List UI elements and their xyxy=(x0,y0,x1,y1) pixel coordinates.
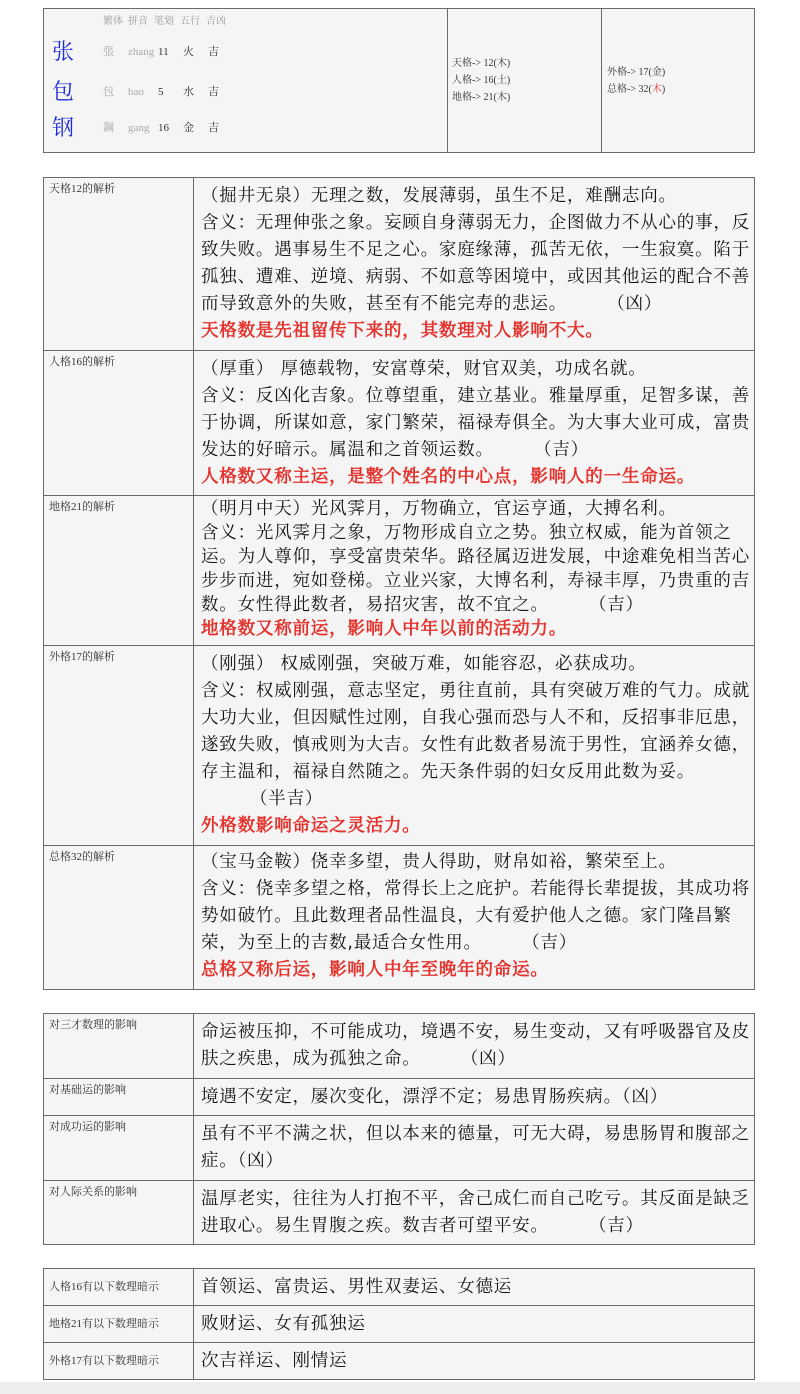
influence-row xyxy=(44,1014,754,1078)
name-summary-table xyxy=(43,8,755,153)
row-content xyxy=(194,351,754,495)
stroke-count: 16 xyxy=(158,122,169,134)
luck-badge: （凶） xyxy=(237,1151,284,1171)
luck-badge: （半吉） xyxy=(250,789,324,809)
row-content xyxy=(194,846,754,989)
luck-badge: （吉） xyxy=(597,1216,644,1236)
analysis-row-tiange xyxy=(44,178,754,350)
grid-value-renge: 人格-> 16(土) xyxy=(452,75,511,86)
row-label: 外格17的解析 xyxy=(44,646,194,845)
analysis-note: 总格又称后运，影响人中年至晚年的命运。 xyxy=(201,960,549,980)
luck-badge: （吉） xyxy=(530,933,578,953)
name-character: 包 xyxy=(52,79,75,104)
luck-value: 吉 xyxy=(208,86,219,98)
grid-values-right xyxy=(607,64,665,98)
header-element: 五行 xyxy=(180,16,200,27)
traditional-character: 鋼 xyxy=(103,122,114,134)
analysis-note: 天格数是先祖留传下来的，其数理对人影响不大。 xyxy=(201,321,604,341)
name-character: 张 xyxy=(52,39,75,64)
grid-value-waige: 外格-> 17(金) xyxy=(607,67,666,78)
row-label: 地格21有以下数理暗示 xyxy=(44,1306,194,1342)
analysis-row-renge xyxy=(44,350,754,495)
luck-badge: （吉） xyxy=(542,440,589,460)
analysis-note: 外格数影响命运之灵活力。 xyxy=(201,816,421,836)
analysis-meaning: 含义：反凶化吉象。位尊望重，建立基业。雅量厚重，足智多谋，善于协调，所谋如意，家门繁荣，福禄寿俱全。为大事大业可成，富贵发达的好暗示。属温和之首领运数。 （吉） xyxy=(201,386,750,460)
analysis-meaning: 含义：权威刚强，意志坚定，勇往直前，具有突破万难的气力。成就大功大业，但因赋性过刚，自我心强而恐与人不和，反招事非厄患，遂致失败，慎戒则为大吉。女性有此数者易流于男性，宜涵养女德，存主温和，福禄自然随之。先天条件弱的妇女反用此数为妥。（半吉） xyxy=(201,681,750,809)
row-label: 天格12的解析 xyxy=(44,178,194,350)
stroke-count: 11 xyxy=(158,46,169,58)
number-hints-table xyxy=(43,1268,755,1380)
analysis-row-zongge xyxy=(44,845,754,989)
header-strokes: 笔划 xyxy=(154,16,174,27)
row-content xyxy=(194,496,754,645)
grid-values-center xyxy=(452,55,510,106)
character-row xyxy=(44,116,444,140)
traditional-character: 張 xyxy=(103,46,114,58)
stroke-count: 5 xyxy=(158,86,164,98)
analysis-row-dige xyxy=(44,495,754,645)
header-traditional: 繁体 xyxy=(103,16,123,27)
luck-value: 吉 xyxy=(208,46,219,58)
luck-badge: （吉） xyxy=(597,595,644,615)
row-content xyxy=(194,646,754,845)
column-divider xyxy=(447,9,448,152)
grid-value-tiange: 天格-> 12(木) xyxy=(452,58,511,69)
row-label: 对三才数理的影响 xyxy=(44,1014,194,1078)
row-content: 虽有不平不满之状，但以本来的德量，可无大碍，易患肠胃和腹部之症。（凶） xyxy=(201,1124,750,1171)
hint-row xyxy=(44,1342,754,1379)
row-content: 首领运、富贵运、男性双妻运、女德运 xyxy=(201,1277,513,1297)
row-content: 命运被压抑，不可能成功，境遇不安，易生变动，又有呼吸器官及皮肤之疾患，成为孤独之命。 （凶） xyxy=(201,1022,750,1069)
row-label: 外格17有以下数理暗示 xyxy=(44,1343,194,1379)
row-label: 人格16的解析 xyxy=(44,351,194,495)
row-content: 次吉祥运、刚情运 xyxy=(201,1351,348,1371)
luck-badge: （凶） xyxy=(621,1087,669,1107)
analysis-heading: （宝马金鞍）侥幸多望，贵人得助，财帛如裕，繁荣至上。 xyxy=(201,852,677,872)
character-row xyxy=(44,80,444,104)
five-element: 水 xyxy=(183,86,194,98)
name-character: 钢 xyxy=(52,115,75,140)
influence-row xyxy=(44,1180,754,1244)
hint-row xyxy=(44,1269,754,1305)
analysis-row-waige xyxy=(44,645,754,845)
analysis-note: 人格数又称主运，是整个姓名的中心点，影响人的一生命运。 xyxy=(201,467,696,487)
grid-analysis-table xyxy=(43,177,755,990)
luck-badge: （凶） xyxy=(469,1049,516,1069)
row-content: 境遇不安定，屡次变化，漂浮不定；易患胃肠疾病。（凶） xyxy=(201,1087,669,1107)
row-label: 总格32的解析 xyxy=(44,846,194,989)
grid-value-zongge: 总格-> 32(木) xyxy=(607,84,666,95)
analysis-meaning: 含义：侥幸多望之格，常得长上之庇护。若能得长辈提拔，其成功将势如破竹。且此数理者品性温良，大有爱护他人之德。家门隆昌繁荣，为至上的吉数,最适合女性用。 （吉） xyxy=(201,879,750,953)
header-pinyin: 拼音 xyxy=(128,16,148,27)
row-content xyxy=(194,178,754,350)
analysis-heading: （明月中天）光风霁月，万物确立，官运亨通，大搏名利。 xyxy=(201,499,677,519)
pinyin: gang xyxy=(128,122,150,134)
pinyin: bao xyxy=(128,86,144,98)
row-label: 对人际关系的影响 xyxy=(44,1181,194,1244)
hint-row xyxy=(44,1305,754,1342)
analysis-meaning: 含义：光风霁月之象，万物形成自立之势。独立权威，能为首领之运。为人尊仰，享受富贵荣华。路径属迈进发展，中途难免相当苦心步步而进，宛如登梯。立业兴家，大博名利，寿禄丰厚，乃贵重的吉数。女性得此数者，易招灾害，故不宜之。 （吉） xyxy=(201,523,750,615)
five-element: 火 xyxy=(183,46,194,58)
column-divider xyxy=(601,9,602,152)
analysis-note: 地格数又称前运，影响人中年以前的活动力。 xyxy=(201,619,568,639)
grid-value-dige: 地格-> 21(木) xyxy=(452,92,511,103)
row-label: 人格16有以下数理暗示 xyxy=(44,1269,194,1305)
row-label: 对基础运的影响 xyxy=(44,1079,194,1115)
analysis-heading: （刚强） 权威刚强，突破万难，如能容忍，必获成功。 xyxy=(201,654,647,674)
influence-row xyxy=(44,1078,754,1115)
row-label: 地格21的解析 xyxy=(44,496,194,645)
analysis-heading: （掘井无泉）无理之数，发展薄弱，虽生不足，难酬志向。 xyxy=(201,186,677,206)
row-content: 温厚老实，往往为人打抱不平，舍己成仁而自己吃亏。其反面是缺乏进取心。易生胃腹之疾。数吉者可望平安。 （吉） xyxy=(201,1189,750,1236)
row-content: 败财运、女有孤独运 xyxy=(201,1314,366,1334)
analysis-meaning: 含义：无理伸张之象。妄顾自身薄弱无力，企图做力不从心的事，反致失败。遇事易生不足之心。家庭缘薄，孤苦无依，一生寂寞。陷于孤独、遭难、逆境、病弱、不如意等困境中，或因其他运的配合不善而导致意外的失败，甚至有不能完寿的悲运。 （凶） xyxy=(201,213,750,314)
row-label: 对成功运的影响 xyxy=(44,1116,194,1180)
analysis-heading: （厚重） 厚德载物，安富尊荣，财官双美，功成名就。 xyxy=(201,359,647,379)
luck-value: 吉 xyxy=(208,122,219,134)
page-bottom-strip xyxy=(0,1382,800,1394)
five-element: 金 xyxy=(183,122,194,134)
influence-table xyxy=(43,1013,755,1245)
pinyin: zhang xyxy=(128,46,155,58)
character-row xyxy=(44,40,444,64)
traditional-character: 包 xyxy=(103,86,114,98)
luck-badge: （凶） xyxy=(616,294,663,314)
influence-row xyxy=(44,1115,754,1180)
header-luck: 吉凶 xyxy=(206,16,226,27)
